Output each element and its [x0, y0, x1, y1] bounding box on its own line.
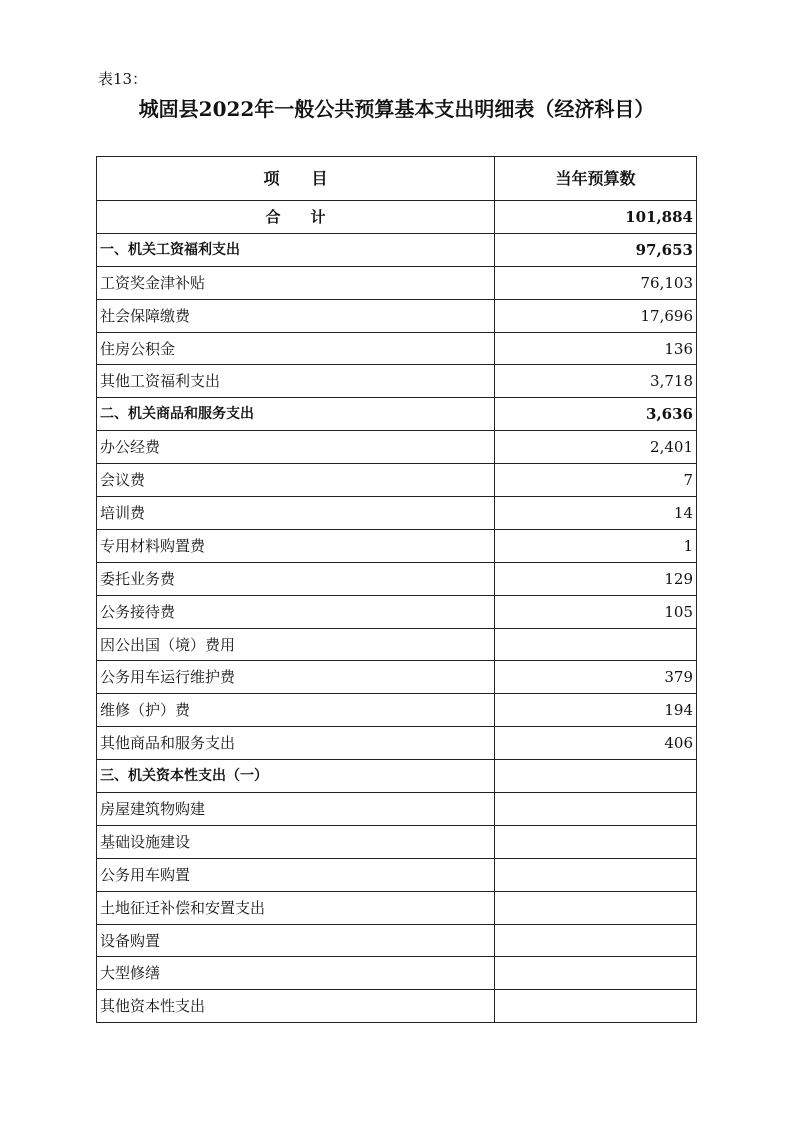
row-label: 公务用车购置 — [97, 858, 495, 891]
row-amount — [495, 957, 697, 990]
row-amount: 3,636 — [495, 398, 697, 431]
row-amount: 1 — [495, 529, 697, 562]
row-label: 二、机关商品和服务支出 — [97, 398, 495, 431]
row-amount: 3,718 — [495, 365, 697, 398]
budget-table-body — [97, 157, 697, 1023]
category-row — [97, 233, 697, 266]
row-amount — [495, 628, 697, 661]
row-amount: 2,401 — [495, 431, 697, 464]
table-row — [97, 661, 697, 694]
table-row — [97, 365, 697, 398]
row-label: 培训费 — [97, 497, 495, 530]
category-row — [97, 760, 697, 793]
table-number-label: 表13： — [98, 70, 148, 88]
row-amount — [495, 825, 697, 858]
table-row — [97, 431, 697, 464]
row-label: 委托业务费 — [97, 562, 495, 595]
row-label: 社会保障缴费 — [97, 299, 495, 332]
table-row — [97, 562, 697, 595]
row-label: 因公出国（境）费用 — [97, 628, 495, 661]
row-amount — [495, 891, 697, 924]
total-amount: 101,884 — [495, 201, 697, 234]
table-row — [97, 628, 697, 661]
row-label: 基础设施建设 — [97, 825, 495, 858]
row-amount: 76,103 — [495, 266, 697, 299]
column-header-item: 项 目 — [97, 157, 495, 201]
row-label: 办公经费 — [97, 431, 495, 464]
row-label: 专用材料购置费 — [97, 529, 495, 562]
row-amount: 7 — [495, 464, 697, 497]
table-row — [97, 957, 697, 990]
row-amount — [495, 760, 697, 793]
table-row — [97, 694, 697, 727]
row-amount — [495, 924, 697, 957]
table-row — [97, 858, 697, 891]
row-amount: 194 — [495, 694, 697, 727]
row-amount: 129 — [495, 562, 697, 595]
row-label: 公务用车运行维护费 — [97, 661, 495, 694]
budget-table — [96, 156, 697, 1023]
table-row — [97, 825, 697, 858]
table-row — [97, 727, 697, 760]
table-row — [97, 793, 697, 826]
row-label: 其他商品和服务支出 — [97, 727, 495, 760]
row-label: 土地征迁补偿和安置支出 — [97, 891, 495, 924]
row-label: 其他工资福利支出 — [97, 365, 495, 398]
row-amount — [495, 793, 697, 826]
table-row — [97, 332, 697, 365]
row-amount: 17,696 — [495, 299, 697, 332]
row-amount: 97,653 — [495, 233, 697, 266]
row-label: 会议费 — [97, 464, 495, 497]
table-row — [97, 891, 697, 924]
row-label: 大型修缮 — [97, 957, 495, 990]
row-amount: 406 — [495, 727, 697, 760]
row-amount — [495, 858, 697, 891]
table-row — [97, 529, 697, 562]
row-label: 房屋建筑物购建 — [97, 793, 495, 826]
row-amount — [495, 990, 697, 1023]
row-amount: 105 — [495, 595, 697, 628]
row-label: 住房公积金 — [97, 332, 495, 365]
row-amount: 136 — [495, 332, 697, 365]
row-label: 设备购置 — [97, 924, 495, 957]
row-label: 维修（护）费 — [97, 694, 495, 727]
table-row — [97, 464, 697, 497]
total-row — [97, 201, 697, 234]
table-row — [97, 299, 697, 332]
row-label: 其他资本性支出 — [97, 990, 495, 1023]
category-row — [97, 398, 697, 431]
table-row — [97, 595, 697, 628]
row-amount: 379 — [495, 661, 697, 694]
total-label: 合 计 — [97, 201, 495, 234]
document-title: 城固县2022年一般公共预算基本支出明细表（经济科目） — [138, 97, 655, 121]
row-label: 一、机关工资福利支出 — [97, 233, 495, 266]
table-row — [97, 990, 697, 1023]
table-header-row — [97, 157, 697, 201]
table-row — [97, 497, 697, 530]
table-row — [97, 924, 697, 957]
row-amount: 14 — [495, 497, 697, 530]
column-header-amount: 当年预算数 — [495, 157, 697, 201]
table-row — [97, 266, 697, 299]
row-label: 公务接待费 — [97, 595, 495, 628]
row-label: 三、机关资本性支出（一） — [97, 760, 495, 793]
row-label: 工资奖金津补贴 — [97, 266, 495, 299]
